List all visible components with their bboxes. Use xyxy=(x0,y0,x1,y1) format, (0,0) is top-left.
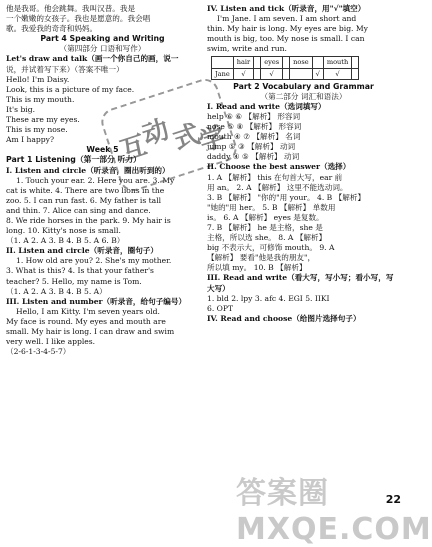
text-line: jump ⑤ ③ 【解析】 动词 xyxy=(207,142,296,152)
draw-heading-cont: 说，并试着写下来）（答案不唯一） xyxy=(6,64,124,74)
text-line: 3. What is this? 4. Is that your father's xyxy=(6,266,154,276)
section-heading: IV. Listen and tick（听录音，用"√"填空） xyxy=(207,4,366,13)
text-line: swim, write and run. xyxy=(207,44,287,54)
text-line: long. 10. Kitty's nose is small. xyxy=(6,226,121,236)
text-line: zoo. 5. I can run fast. 6. My father is tall xyxy=(6,195,162,205)
intro-line: 他是我哥。他会跳舞。我叫汉普。我是 xyxy=(6,4,136,13)
text-line: Hello, I am Kitty. I'm seven years old. xyxy=(16,306,160,316)
text-line: thin. My hair is long. My eyes are big. My xyxy=(207,24,368,34)
text-line: help ⑥ ⑥ 【解析】 形容词 xyxy=(207,111,301,121)
text-line: My face is round. My eyes and mouth are xyxy=(6,316,166,326)
draw-line: It's big. xyxy=(6,104,36,114)
table-cell: √ xyxy=(233,68,253,79)
text-line: 所以填 my。 10. B 【解析】 xyxy=(207,263,307,273)
right-column xyxy=(207,4,400,324)
table-cell: hair xyxy=(233,57,253,68)
table-cell: mouth xyxy=(323,57,351,68)
table-cell: √ xyxy=(312,68,323,79)
table-cell: eyes xyxy=(261,57,283,68)
answer-line: （2-6-1-3-4-5-7） xyxy=(6,347,71,357)
table-cell: Jane xyxy=(212,68,234,79)
section-heading: III. Listen and number（听录音，给句子编号） xyxy=(6,296,187,306)
table-cell xyxy=(352,57,359,68)
text-line: teacher? 5. Hello, my name is Tom. xyxy=(6,276,142,286)
draw-heading: Let's draw and talk（画一个你自己的画，说一 xyxy=(6,54,179,64)
section-heading: III. Read and write（看大写，写小写；看小写，写大写） xyxy=(207,273,394,293)
section-heading: II. Choose the best answer（选择） xyxy=(207,162,351,172)
draw-line: These are my eyes. xyxy=(6,115,80,125)
draw-line: Look, this is a picture of my face. xyxy=(6,84,135,94)
text-line: big 不表示大，可修饰 mouth。 9. A xyxy=(207,243,335,253)
text-line: 7. B 【解析】 he 是主格，she 是 xyxy=(207,222,323,232)
part4-heading: Part 4 Speaking and Writing xyxy=(40,34,165,44)
table-cell xyxy=(352,68,359,79)
text-line: nose ⑤ ⑧ 【解析】 形容词 xyxy=(207,122,302,132)
table-row xyxy=(212,68,359,79)
table-cell xyxy=(254,57,261,68)
text-line: cat is white. 4. There are two lions in the xyxy=(6,185,165,195)
watermark-logo: 答案圈 MXQE.COM xyxy=(236,476,432,547)
text-line: 3. B 【解析】 "你的"用 your。 4. B 【解析】 xyxy=(207,192,366,202)
table-cell: nose xyxy=(290,57,313,68)
text-line: 1. A 【解析】 this 在句首大写，ear 前 xyxy=(207,172,343,182)
intro-line: 一个嫩嫩的女孩子。我也是愿意的。我会唱 xyxy=(6,14,151,24)
section-heading: I. Read and write（选词填写） xyxy=(207,101,326,111)
section-heading: IV. Read and choose（给图片选择句子） xyxy=(207,313,361,323)
text-line: 用 an。 2. A 【解析】 这里不能选动词。 xyxy=(207,182,348,192)
stamp-char: 动 xyxy=(138,114,173,152)
text-line: "她的"用 her。 5. B 【解析】 单数用 xyxy=(207,202,336,212)
part4-subheading: （第四部分 口语和写作） xyxy=(59,44,146,54)
intro-line: 歌。我爱我的奇奇和妈妈。 xyxy=(6,24,98,34)
text-line: and thin. 7. Alice can sing and dance. xyxy=(6,205,151,215)
table-cell xyxy=(212,57,234,68)
text-line: 1. How old are you? 2. She's my mother. xyxy=(16,256,172,266)
text-line: small. My hair is long. I can draw and swim xyxy=(6,327,175,336)
text-line: 【解析】 要看"他是我的朋友"， xyxy=(207,253,316,263)
tick-table xyxy=(211,56,359,79)
text-line: mouth is big, too. My nose is small. I can xyxy=(207,34,365,44)
text-line: 1. Touch your ear. 2. Here you are. 3. My xyxy=(16,175,175,185)
table-cell xyxy=(290,68,313,79)
left-column xyxy=(6,4,199,357)
part2-heading: Part 2 Vocabulary and Grammar xyxy=(233,81,374,91)
table-cell xyxy=(254,68,261,79)
text-line: mouth ④ ⑦ 【解析】 名词 xyxy=(207,132,301,142)
stamp-char: 学 xyxy=(195,121,230,159)
answer-line: （1. A 2. A 3. B 4. B 5. A） xyxy=(6,286,107,296)
section-heading: I. Listen and circle（听录音，圈出听到的） xyxy=(6,165,170,175)
text-line: very well. I like apples. xyxy=(6,337,96,347)
table-cell: √ xyxy=(261,68,283,79)
table-cell xyxy=(283,57,290,68)
table-cell xyxy=(312,57,323,68)
draw-line: This is my mouth. xyxy=(6,94,75,104)
answer-line: （1. A 2. A 3. B 4. B 5. A 6. B） xyxy=(6,236,125,246)
part1-heading: Part 1 Listening（第一部分 听力） xyxy=(6,155,141,165)
text-line: 6. OPT xyxy=(207,303,234,313)
text-line: I'm Jane. I am seven. I am short and xyxy=(217,14,357,24)
draw-line: Hello! I'm Daisy. xyxy=(6,74,70,84)
text-line: 1. bld 2. lpy 3. afc 4. EGI 5. IIKI xyxy=(207,293,330,303)
table-header-row xyxy=(212,57,359,68)
week-title: Week 5 xyxy=(86,145,119,155)
draw-line: Am I happy? xyxy=(6,135,55,145)
part2-subheading: （第二部分 词汇和语法） xyxy=(260,91,347,101)
text-line: daddy ④ ⑤ 【解析】 动词 xyxy=(207,152,300,162)
table-cell: √ xyxy=(323,68,351,79)
draw-line: This is my nose. xyxy=(6,125,68,135)
text-line: 8. We ride horses in the park. 9. My hair is xyxy=(6,215,171,225)
stamp-char: 互 xyxy=(116,130,151,167)
text-line: is。 6. A 【解析】 eyes 是复数。 xyxy=(207,212,324,222)
text-line: 主格，所以选 she。 8. A 【解析】 xyxy=(207,233,327,243)
table-cell xyxy=(283,68,290,79)
stamp-char: 式 xyxy=(169,119,204,156)
page-number: 22 xyxy=(385,493,401,506)
section-heading: II. Listen and circle（听录音，圈句子） xyxy=(6,246,158,256)
